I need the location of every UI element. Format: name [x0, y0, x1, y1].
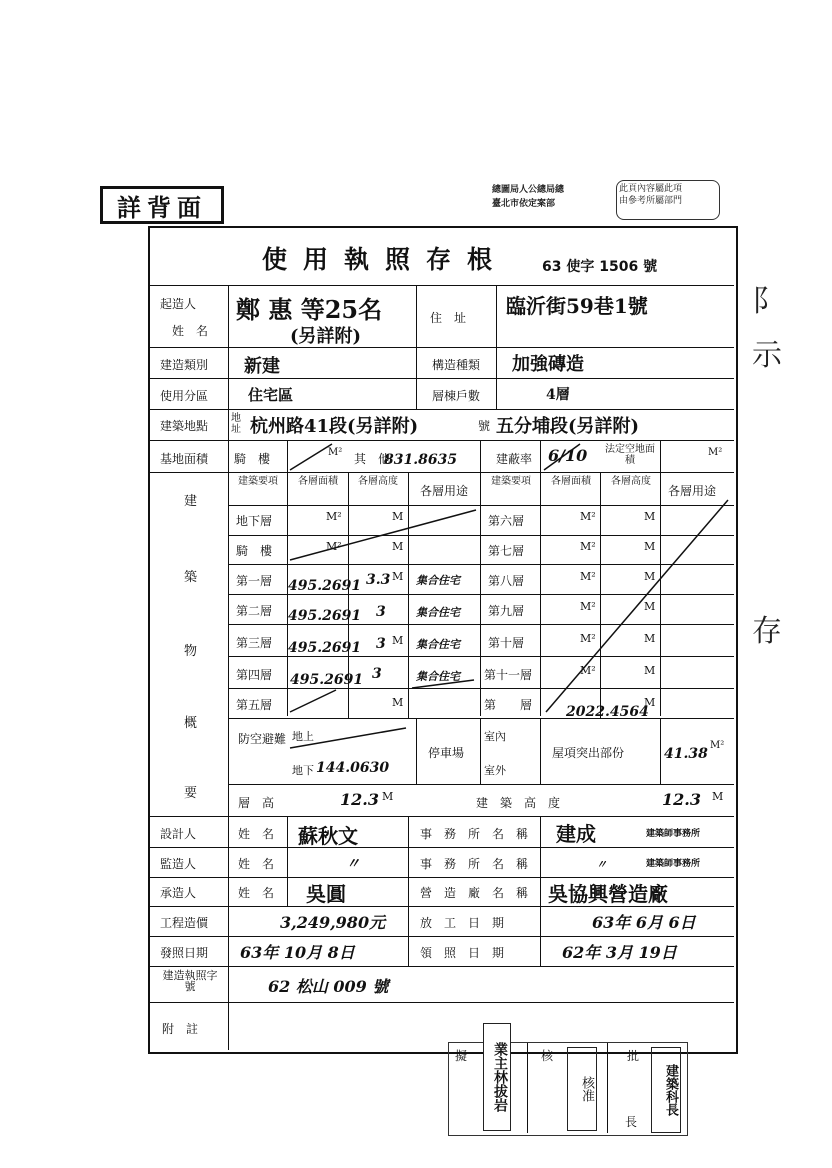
- label-f10: 第十層: [488, 636, 525, 650]
- round-stamp-line1: 此頁內容屬此項: [619, 184, 683, 194]
- unit-m2: M²: [580, 632, 596, 645]
- margin-char-1: 阝: [752, 284, 782, 319]
- unit-m: M: [644, 510, 656, 523]
- approval-cell-2: 核: [541, 1049, 554, 1063]
- approval-cell-3: 批: [627, 1049, 640, 1063]
- label-arcade: 騎 樓: [234, 452, 271, 466]
- label-cost: 工程造價: [160, 916, 209, 930]
- unit-m: M: [392, 570, 404, 583]
- label-bld-height: 建 築 高 度: [476, 796, 561, 810]
- unit-m: M: [644, 600, 656, 613]
- label-outdoor: 室外: [484, 764, 506, 777]
- label-basement: 地下層: [236, 514, 273, 528]
- label-f2: 第二層: [236, 604, 273, 618]
- label-contractor-name: 姓 名: [238, 886, 275, 900]
- label-build-type: 建造類別: [160, 358, 209, 372]
- approval-stamp-2: 核准: [567, 1047, 597, 1131]
- f4-area: 495.2691: [290, 672, 364, 688]
- label-roof-proj: 屋項突出部份: [552, 746, 625, 760]
- approval-box: [448, 1042, 688, 1136]
- hdr-height-left: 各層高度: [358, 476, 398, 487]
- zoning: 住宅區: [248, 386, 294, 404]
- label-contractor: 承造人: [160, 886, 197, 900]
- f3-use: 集合住宅: [416, 638, 460, 651]
- label-f11: 第十一層: [484, 668, 533, 682]
- unit-m: M: [644, 632, 656, 645]
- stamp-line2: 臺北市依定案部: [492, 199, 556, 209]
- label-open-space: 法定空地面積: [605, 444, 655, 466]
- other-area: 831.8635: [384, 452, 458, 468]
- label-base-area: 基地面積: [160, 452, 209, 466]
- label-remarks: 附 註: [162, 1022, 199, 1036]
- approval-stamp-1: 業主林拔岩: [483, 1023, 511, 1131]
- label-supervisor-name: 姓 名: [238, 857, 275, 871]
- label-start-date: 放 工 日 期: [420, 916, 505, 930]
- form-title: 使用執照存根: [262, 245, 509, 274]
- stamp-line1: 總圖局人公總局總: [492, 185, 565, 195]
- unit-m: M: [644, 696, 656, 709]
- hdr-area-left: 各層面積: [298, 476, 338, 487]
- unit-m2: M²: [580, 664, 596, 677]
- f2-height: 3: [376, 604, 386, 620]
- site-lot: 五分埔段(另詳附): [496, 416, 640, 437]
- document-number: 63 使字 1506 號: [542, 259, 658, 275]
- label-f1: 第一層: [236, 574, 273, 588]
- site-road: 杭州路41段(另詳附): [250, 416, 419, 437]
- margin-char-2: 示: [752, 338, 782, 373]
- bld-char-3: 物: [184, 644, 198, 659]
- unit-m2: M²: [326, 540, 342, 553]
- margin-char-3: 存: [752, 614, 782, 649]
- building-height: 12.3: [662, 790, 701, 809]
- design-firm-stamp: 建築師事務所: [646, 829, 701, 839]
- label-other: 其 他: [354, 452, 391, 466]
- f2-use: 集合住宅: [416, 606, 460, 619]
- roof-area: 41.38: [664, 746, 708, 762]
- contractor-name: 吳圓: [306, 882, 346, 906]
- construction-cost: 3,249,980元: [280, 913, 386, 932]
- label-permit-no: 建造執照字 號: [162, 969, 240, 993]
- label-receive-date: 領 照 日 期: [420, 946, 505, 960]
- label-below: 地下: [292, 764, 314, 777]
- round-stamp-line2: 由參考所屬部門: [619, 196, 683, 206]
- label-supervisor: 監造人: [160, 857, 197, 871]
- approval-mark: 長: [625, 1115, 638, 1129]
- label-designer: 設計人: [160, 827, 197, 841]
- label-coverage: 建蔽率: [496, 452, 533, 466]
- unit-m: M: [392, 634, 404, 647]
- applicant-address: 臨沂街59巷1號: [506, 294, 648, 318]
- f4-height: 3: [372, 666, 382, 682]
- approval-stamp-3: 建築科長: [651, 1047, 681, 1133]
- label-lot: 號: [478, 419, 491, 433]
- label-f5: 第五層: [236, 698, 273, 712]
- hdr-item-left: 建築要項: [238, 476, 278, 487]
- applicant-name: 鄭 惠 等25名: [236, 295, 383, 324]
- label-address: 住 址: [430, 311, 467, 325]
- f2-area: 495.2691: [288, 608, 362, 624]
- f3-area: 495.2691: [288, 640, 362, 656]
- label-f3: 第三層: [236, 636, 273, 650]
- f1-use: 集合住宅: [416, 574, 460, 587]
- unit-bld-h: M: [712, 790, 724, 803]
- sup-firm-stamp: 建築師事務所: [646, 859, 701, 869]
- label-f7: 第七層: [488, 544, 525, 558]
- label-applicant: 起造人: [160, 297, 197, 311]
- unit-m2: M²: [580, 570, 596, 583]
- hdr-item-right: 建築要項: [491, 476, 531, 487]
- unit-m2: M²: [580, 600, 596, 613]
- label-build-firm: 營 造 廠 名 稱: [420, 886, 529, 900]
- unit-m: M: [392, 540, 404, 553]
- f4-use: 集合住宅: [416, 670, 460, 683]
- bld-char-1: 建: [184, 494, 198, 509]
- label-sup-office: 事 務 所 名 稱: [420, 857, 529, 871]
- bld-char-2: 築: [184, 570, 198, 585]
- label-structure: 構造種類: [432, 358, 481, 372]
- label-arcade-floor: 騎 樓: [236, 544, 273, 558]
- supervisor-firm: 〃: [596, 858, 607, 871]
- unit-m: M: [644, 570, 656, 583]
- label-floors: 層棟戶數: [432, 389, 481, 403]
- label-above: 地上: [292, 730, 314, 743]
- f1-area: 495.2691: [288, 578, 362, 594]
- label-story-h: 層 高: [238, 796, 275, 810]
- total-area: 2022.4564: [566, 704, 649, 720]
- label-issue-date: 發照日期: [160, 946, 209, 960]
- bld-char-5: 要: [184, 786, 198, 801]
- approval-cell-1: 擬: [455, 1049, 468, 1063]
- unit-m2: M²: [326, 510, 342, 523]
- label-f4: 第四層: [236, 668, 273, 682]
- unit-m: M: [392, 696, 404, 709]
- unit-open-space: M²: [708, 447, 723, 458]
- unit-m: M: [644, 540, 656, 553]
- hdr-use-left: 各層用途: [420, 484, 469, 498]
- label-name: 姓 名: [172, 324, 209, 338]
- f1-height: 3.3: [366, 572, 391, 588]
- below-area: 144.0630: [316, 760, 390, 776]
- applicant-note: (另詳附): [290, 326, 362, 347]
- detail-back-tag: 詳背面: [100, 186, 224, 224]
- start-date: 63年 6月 6日: [592, 913, 696, 932]
- design-firm: 建成: [556, 822, 596, 846]
- label-design-office: 事 務 所 名 稱: [420, 827, 529, 841]
- hdr-height-right: 各層高度: [611, 476, 651, 487]
- designer-name: 蘇秋文: [298, 824, 358, 848]
- coverage: 6/10: [548, 446, 588, 465]
- structure-type: 加強磚造: [512, 354, 584, 375]
- label-f9: 第九層: [488, 604, 525, 618]
- supervisor-name: 〃: [346, 856, 360, 872]
- unit-roof: M²: [710, 740, 725, 751]
- unit-m2: M²: [580, 540, 596, 553]
- label-zoning: 使用分區: [160, 389, 209, 403]
- label-site-addr: 地址: [231, 413, 241, 435]
- unit-story-h: M: [382, 790, 394, 803]
- unit-m2: M²: [580, 510, 596, 523]
- issue-date: 63年 10月 8日: [240, 943, 355, 962]
- hdr-area-right: 各層面積: [551, 476, 591, 487]
- label-civil-def: 防空避難: [238, 732, 287, 746]
- story-height: 12.3: [340, 790, 379, 809]
- hdr-use-right: 各層用途: [668, 484, 717, 498]
- bld-char-4: 概: [184, 716, 198, 731]
- label-f8: 第八層: [488, 574, 525, 588]
- label-froof: 第 層: [484, 698, 533, 712]
- label-site: 建築地點: [160, 419, 209, 433]
- label-f6: 第六層: [488, 514, 525, 528]
- label-designer-name: 姓 名: [238, 827, 275, 841]
- permit-number: 62 松山 009 號: [268, 977, 389, 996]
- build-firm: 吳協興營造廠: [548, 882, 668, 906]
- label-indoor: 室內: [484, 730, 506, 743]
- unit-m: M: [392, 510, 404, 523]
- unit-arcade: M²: [328, 447, 343, 458]
- f3-height: 3: [376, 636, 386, 652]
- build-type: 新建: [244, 356, 280, 377]
- label-parking: 停車場: [428, 746, 465, 760]
- unit-m: M: [644, 664, 656, 677]
- floor-count: 4層: [546, 387, 570, 403]
- receive-date: 62年 3月 19日: [562, 943, 677, 962]
